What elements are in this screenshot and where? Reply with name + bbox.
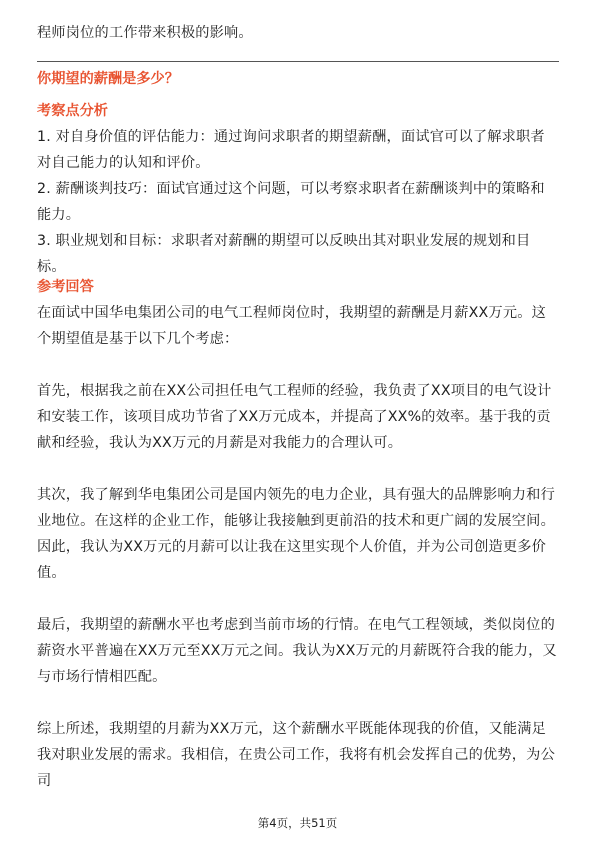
- answer-heading: 参考回答: [37, 279, 94, 295]
- answer-paragraph: 综上所述，我期望的月薪为XX万元，这个薪酬水平既能体现我的价值，又能满足我对职业发展的需求。我相信，在贵公司工作，我将有机会发挥自己的优势，为公司: [37, 721, 555, 789]
- answer-paragraph: 最后，我期望的薪酬水平也考虑到当前市场的行情。在电气工程领域，类似岗位的薪资水平普遍在XX万元至XX万元之间。我认为XX万元的月薪既符合我的能力，又与市场行情相匹配。: [37, 617, 557, 685]
- intro-paragraph: 程师岗位的工作带来积极的影响。: [37, 25, 253, 41]
- analysis-item: 3. 职业规划和目标：求职者对薪酬的期望可以反映出其对职业发展的规划和目标。: [37, 233, 531, 275]
- section-divider: [37, 61, 559, 62]
- analysis-item: 1. 对自身价值的评估能力：通过询问求职者的期望薪酬，面试官可以了解求职者对自己能力的认知和评价。: [37, 129, 545, 171]
- document-page: [37, 0, 559, 842]
- paragraph-spacer: [37, 586, 559, 612]
- answer-paragraph: 其次，我了解到华电集团公司是国内领先的电力企业，具有强大的品牌影响力和行业地位。在这样的企业工作，能够让我接触到更前沿的技术和更广阔的发展空间。因此，我认为XX万元的月薪可以让我在这里实现个人价值，并为公司创造更多价值。: [37, 487, 555, 581]
- question-title: 你期望的薪酬是多少？: [37, 71, 179, 87]
- analysis-item: 2. 薪酬谈判技巧：面试官通过这个问题，可以考察求职者在薪酬谈判中的策略和能力。: [37, 181, 545, 223]
- paragraph-spacer: [37, 690, 559, 716]
- answer-section: [37, 274, 559, 794]
- paragraph-spacer: [37, 352, 559, 378]
- analysis-heading: 考察点分析: [37, 103, 108, 119]
- paragraph-spacer: [37, 456, 559, 482]
- answer-paragraph: 首先，根据我之前在XX公司担任电气工程师的经验，我负责了XX项目的电气设计和安装工作，该项目成功节省了XX万元成本，并提高了XX%的效率。基于我的贡献和经验，我认为XX万元的月薪是对我能力的合理认可。: [37, 383, 552, 451]
- page-number: 第4页，共51页: [257, 816, 338, 830]
- answer-paragraph: 在面试中国华电集团公司的电气工程师岗位时，我期望的薪酬是月薪XX万元。这个期望值是基于以下几个考虑：: [37, 305, 547, 347]
- analysis-section: [37, 98, 559, 280]
